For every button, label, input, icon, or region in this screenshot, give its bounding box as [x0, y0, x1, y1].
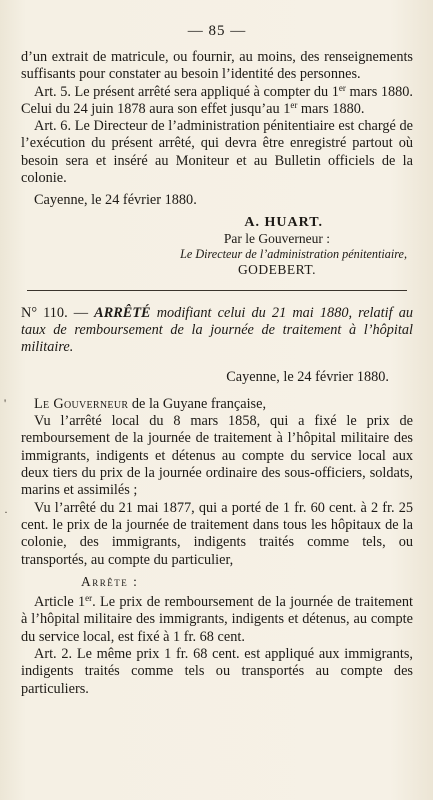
article-1-text-b: . Le prix de remboursement de la journée de traitement à l’hôpital militaire des immigrants, indigents et détenus, au compte du service local, est fixé à 1 fr. 68 cent. — [21, 594, 414, 645]
article-5-text-a: Art. 5. Le présent arrêté sera appliqué à compter du 1 — [34, 83, 339, 100]
governor-label: Le Gouverneur — [34, 395, 129, 412]
decrees-label: Arrête : — [81, 573, 139, 589]
section-divider — [27, 290, 407, 291]
signature-par-line: Par le Gouverneur : — [223, 230, 330, 246]
governor-line — [21, 396, 413, 413]
governor-rest: de la Guyane française, — [128, 395, 267, 412]
decree-date: Cayenne, le 24 février 1880. — [226, 368, 389, 385]
decree-keyword: ARRÊTÉ — [94, 304, 151, 321]
city-date: Cayenne, le 24 février 1880. — [34, 192, 197, 209]
margin-mark: · — [4, 505, 8, 519]
article-1-text-a: Article 1 — [34, 594, 86, 611]
second-signatory-name: GODEBERT. — [237, 261, 316, 277]
considering-2: Vu l’arrêté du 21 mai 1877, qui a porté de 1 fr. 60 cent. à 2 fr. 25 cent. le prix de la journée de traitement dans tous les hôpitaux de la colonie, des immigrants, indigents traités comme tels, ou transportés, au compte du particulier, — [21, 499, 413, 568]
signatory-name: A. HUART. — [244, 214, 323, 230]
considering-1: Vu l’arrêté local du 8 mars 1858, qui a fixé le prix de remboursement de la journée de traitement à l’hôpital militaire des immigrants, indigents et détenus au compte du service local aux deux tiers du prix de la journée ordinaire des sous-officiers, soldats, marins et assimilés ; — [21, 413, 413, 499]
signatory-title: Le Directeur de l’administration pénitentiaire, — [180, 246, 407, 261]
decree-heading — [21, 305, 413, 357]
article-6: Art. 6. Le Directeur de l’administration pénitentiaire est chargé de l’exécution du présent arrêté, qui devra être enregistré partout où besoin sera et inséré au Moniteur et au Bulletin officiels de la colonie. — [21, 118, 413, 187]
superscript-er: er — [85, 593, 93, 604]
article-1 — [21, 594, 413, 646]
article-5 — [21, 84, 413, 119]
article-5-text-c: mars 1880. — [297, 100, 365, 117]
decree-number: N° 110. — — [21, 304, 95, 321]
superscript-er: er — [338, 82, 346, 93]
superscript-er: er — [290, 99, 298, 110]
page-number: — 85 — — [187, 23, 247, 39]
margin-mark: ' — [4, 396, 7, 410]
continued-paragraph: d’un extrait de matricule, ou fournir, au moins, des renseignements suffisants pour constater au besoin l’identité des personnes. — [21, 49, 413, 83]
article-5-text-b: mars 1880. Celui du 24 juin 1878 aura son effet jusqu’au 1 — [21, 83, 414, 117]
decree-title: modifiant celui du 21 mai 1880, relatif au taux de remboursement de la journée de traitement à l’hôpital militaire. — [21, 304, 413, 356]
article-2: Art. 2. Le même prix 1 fr. 68 cent. est appliqué aux immigrants, indigents traités comme tels ou transportés au compte des particuliers. — [21, 646, 413, 697]
